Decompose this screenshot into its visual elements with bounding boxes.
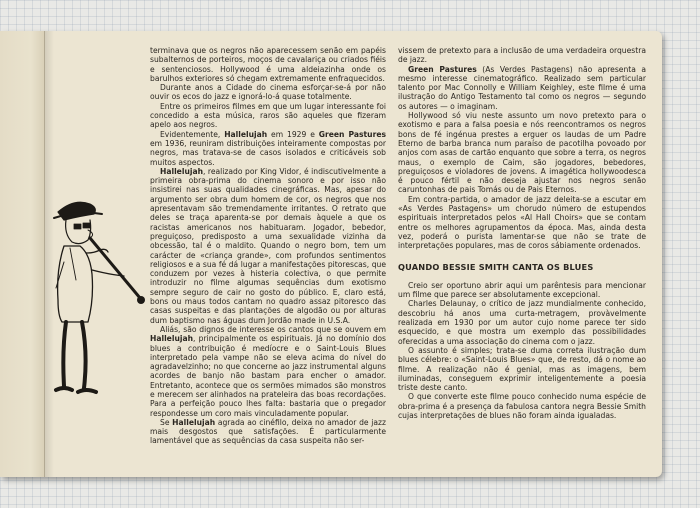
film-title: Hallelujah [224,129,268,139]
clarinet-player-icon [44,190,152,415]
paragraph [150,130,386,167]
paragraph: O assunto é simples; trata-se duma correta ilustração dum blues célebre: o «Saint-Louis Blues» que, de resto, dá o nome ao filme. A realização não é genial, mas as imagens, bem iluminadas, conseguem exprimir inteligentemente a poesia triste deste canto. [398,345,646,393]
text-run: , principalmente os espirituais. Já no domínio dos blues a contribuição é medíocre e o Saint-Louis Blues interpretado pela vampe não se eleva acima do nível do agradavelzinho; no que concerne ao jazz instrumental alguns acordes de banjo não bastam para encher o amador. Entretanto, acontece que os sermões mimados são monstros e merecem ser alinhados na prateleira das boas recordações. Para a perfeição pouco lhes falta: bastaria que o pregador respondesse um coro mais vinculadamente popular. [150,334,386,418]
paragraph: Em contra-partida, o amador de jazz deleita-se a escutar em «As Verdes Pastagens» um chorudo número de estupendos espirituais interpretados pelos «Al Hall Choirs» que se contam entre os melhores agrupamentos da época. Mas, ainda desta vez, poderá o purista lamentar-se que não se trate de interpretações populares, mas de coros sábiamente ordenados. [398,194,646,251]
film-title: Hallelujah [160,166,203,176]
paragraph: Creio ser oportuno abrir aqui um parêntesis para mencionar um filme que parece ser absolutamente excepcional. [398,280,646,300]
film-title: Hallelujah [150,334,193,344]
text-run: (As Verdes Pastagens) não apresenta a mesmo interesse cinematográfico. Realizado sem particular talento por Mac Connolly e William Keighley, este filme é uma ilustração do Antigo Testamento tal como os negros — segundo os autores — o imaginam. [398,64,646,111]
film-title: Green Pastures [318,129,386,139]
paragraph [150,418,386,446]
right-text-column [398,46,646,420]
paragraph: Charles Delaunay, o crítico de jazz mundialmente conhecido, descobriu há anos uma curta-metragem, provàvelmente realizada em 1930 por um autor cujo nome parece ter sido esquecido, e que mostra um exemplo das possibilidades oferecidas a uma associação do cinema com o jazz. [398,299,646,346]
paragraph: Durante anos a Cidade do cinema esforçar-se-á por não ouvir os ecos do jazz e ignorá-lo-á quase totalmente. [150,83,386,102]
section-heading: QUANDO BESSIE SMITH CANTA OS BLUES [398,261,594,272]
text-run: em 1929 e [267,129,319,139]
paragraph [150,167,386,325]
film-title: Hallelujah [172,417,216,427]
paragraph: Entre os primeiros filmes em que um lugar interessante foi concedido a esta música, raros são aqueles que fizeram apelo aos negros. [150,101,386,130]
paragraph: terminava que os negros não aparecessem senão em papéis subalternos de porteiros, moços de cavalariça ou criados fiéis e sentenciosos. Hollywood é uma aldeiazinha onde os barulhos exteriores só chegam extremamente enfraquecidos. [150,46,386,83]
text-run: em 1936, reuniram distribuições inteiramente compostas por negros, mas tratava-se de casos isolados e criticáveis sob muitos aspectos. [150,138,386,167]
text-run: , realizado por King Vidor, é indiscutivelmente a primeira obra-prima do cinema sonoro e por isso não insistirei nas suas qualidades cinegráficas. Mas, apesar do argumento ser obra dum homem de cor, os negros que nos apresentavam são tremendamente irritantes. O retrato que deles se traça aparenta-se por demais àquele a que os racistas americanos nos habituaram. Jogador, bebedor, preguiçoso, predisposto a uma sexualidade vizinha da obcessão, tal é o maldito. Quando o negro bom, tem um carácter de «criança grande», com profundos sentimentos religiosos e a sua fé dá lugar a manifestações pitorescas, que conduzem por vezes à histeria colectiva, o que permite introduzir no filme algumas sequências dum exotismo sempre seguro de cair no gosto do público. E, claro está, bons ou maus todos cantam no quadro assaz pitoresco das casas suspeitas e das plantações de algodão ou por alturas dum baptismo nas águas dum Jordão made in U.S.A. [150,166,386,325]
paragraph [150,325,386,418]
text-run: agrada ao cinéfilo, deixa no amador de jazz mais desgostos que satisfações. É particularmente lamentável que as sequências da casa suspeita não ser- [150,417,386,446]
paragraph: Hollywood só viu neste assunto um novo pretexto para o exotismo e para a falsa poesia e nós reencontramos os negros bons de fé ingénua prestes a erguer os laudas de um Padre Eterno de barba branca num paraíso de pacotilha povoado por anjos com asas de cartão enquanto que sobre a terra, os negros maus, o exemplo de Caim, são jogadores, bebedores, preguiçosos e violadores de jovens. A imagética hollywoodesca é pouco fértil e não deseja ajustar nos negros senão caruntonhas de pais Tomás ou de Pais Eternos. [398,111,646,195]
paragraph: O que converte este filme pouco conhecido numa espécie de obra-prima é a presença da fabulosa cantora negra Bessie Smith cujas interpretações de blues não foram ainda igualadas. [398,392,646,420]
left-page-edge [0,31,45,477]
text-run: Evidentemente, [160,129,225,139]
left-text-column [150,46,386,446]
text-run: Aliás, são dignos de interesse os cantos que se ouvem em [160,324,386,334]
film-title: Green Pastures [408,64,477,74]
paragraph [398,65,646,111]
paragraph: vissem de pretexto para a inclusão de uma verdadeira orquestra de jazz. [398,46,646,65]
text-run: Se [160,417,173,427]
